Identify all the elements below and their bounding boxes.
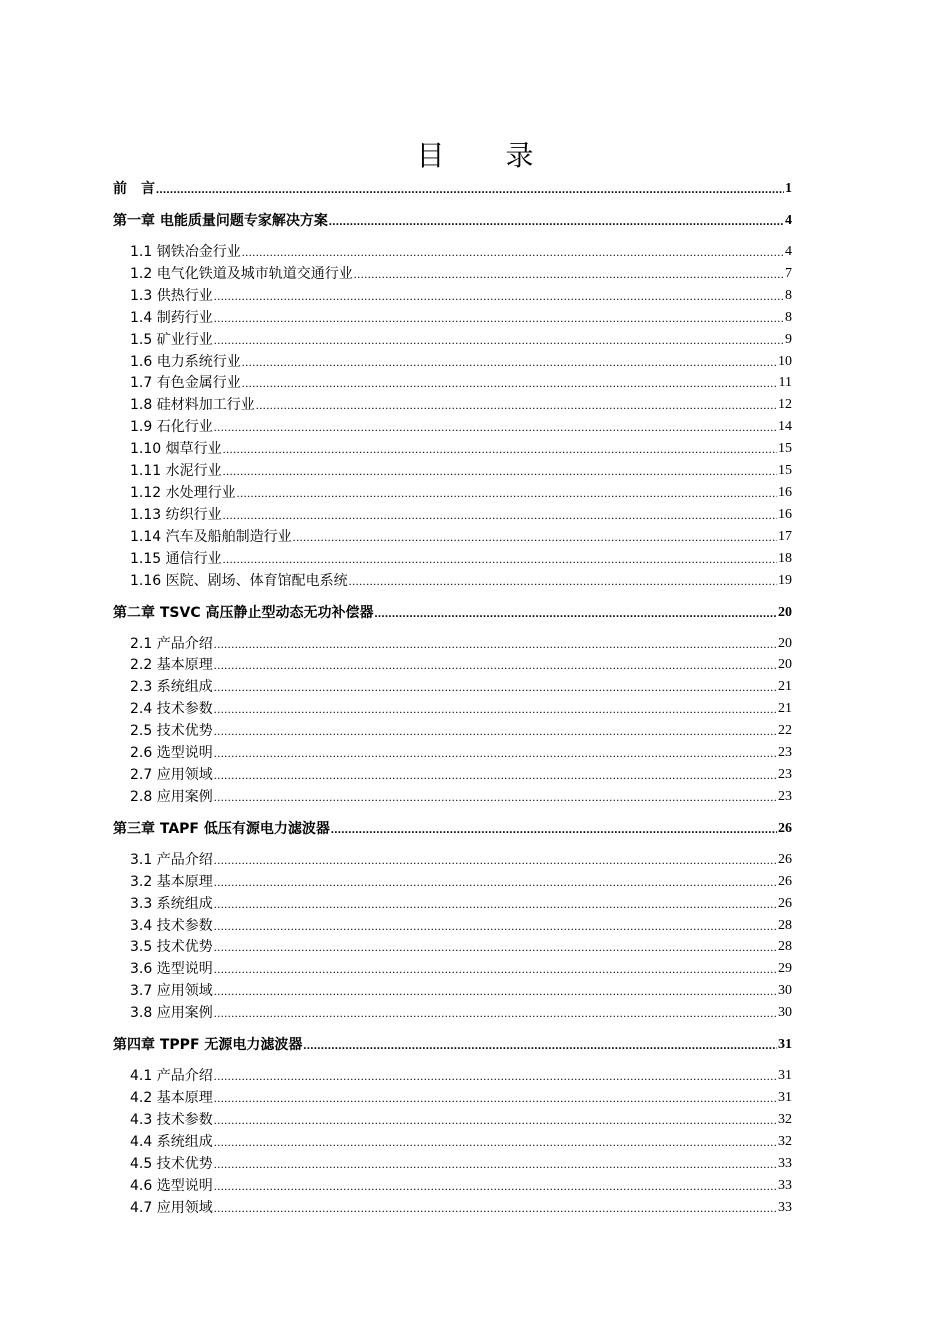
toc-entry-label: 1.1 钢铁冶金行业: [130, 244, 241, 260]
toc-leader-dots: [214, 307, 784, 329]
toc-page-number: 26: [778, 895, 792, 911]
toc-page-number: 9: [785, 331, 792, 347]
toc-entry-label: 3.7 应用领域: [130, 983, 213, 1000]
toc-page-number: 1: [785, 181, 792, 196]
toc-page-number: 22: [778, 723, 792, 739]
toc-section-entry[interactable]: [130, 1109, 792, 1131]
toc-page-number: 20: [778, 657, 792, 673]
toc-entry-label: 4.4 系统组成: [130, 1133, 213, 1150]
toc-leader-dots: [242, 372, 778, 394]
toc-section-entry[interactable]: [130, 893, 792, 915]
toc-entry-label: 1.7 有色金属行业: [130, 375, 241, 392]
toc-entry-label: 2.3 系统组成: [130, 679, 213, 696]
toc-section-entry[interactable]: [130, 720, 792, 742]
toc-section-entry[interactable]: [130, 1197, 792, 1219]
toc-section-entry[interactable]: [130, 526, 792, 548]
toc-entry-label: 4.2 基本原理: [130, 1090, 213, 1106]
toc-entry-label: 3.8 应用案例: [130, 1005, 213, 1022]
toc-chapter-entry[interactable]: [113, 602, 792, 624]
toc-entry-label: 1.11 水泥行业: [130, 463, 222, 479]
toc-leader-dots: [214, 1153, 777, 1175]
toc-section-entry[interactable]: [130, 936, 792, 958]
toc-leader-dots: [214, 329, 784, 351]
toc-section-entry[interactable]: [130, 307, 792, 329]
toc-entry-label: 3.4 技术参数: [130, 917, 213, 934]
toc-leader-dots: [214, 1065, 777, 1087]
toc-entry-label: 2.6 选型说明: [130, 745, 213, 761]
toc-leader-dots: [214, 786, 777, 808]
toc-chapter-entry[interactable]: [113, 1034, 792, 1056]
toc-leader-dots: [214, 915, 777, 937]
toc-section-entry[interactable]: [130, 241, 792, 263]
toc-entry-label: 2.4 技术参数: [130, 701, 213, 718]
toc-leader-dots: [214, 1131, 777, 1153]
toc-section-entry[interactable]: [130, 438, 792, 460]
toc-leader-dots: [214, 764, 777, 786]
toc-section-entry[interactable]: [130, 633, 792, 655]
toc-page-number: 8: [785, 309, 792, 325]
toc-leader-dots: [214, 285, 784, 307]
toc-leader-dots: [214, 893, 777, 915]
toc-page-number: 31: [778, 1037, 792, 1053]
toc-section-entry[interactable]: [130, 460, 792, 482]
toc-leader-dots: [256, 394, 777, 416]
toc-entry-label: 2.8 应用案例: [130, 788, 213, 805]
toc-leader-dots: [331, 818, 777, 840]
toc-leader-dots: [214, 742, 777, 764]
toc-page-number: 20: [778, 604, 792, 620]
toc-entry-label: 3.5 技术优势: [130, 939, 213, 956]
toc-leader-dots: [223, 438, 777, 460]
toc-page-number: 16: [778, 506, 792, 522]
toc-leader-dots: [223, 504, 777, 526]
toc-section-entry[interactable]: [130, 504, 792, 526]
toc-leader-dots: [214, 416, 777, 438]
toc-entry-label: 2.2 基本原理: [130, 657, 213, 674]
toc-section-entry[interactable]: [130, 1087, 792, 1109]
toc-entry-label: 4.1 产品介绍: [130, 1068, 213, 1085]
toc-entry-label: 1.12 水处理行业: [130, 484, 236, 501]
toc-page-number: 33: [778, 1155, 792, 1171]
toc-page-number: 12: [778, 397, 792, 413]
toc-section-entry[interactable]: [130, 786, 792, 808]
toc-entry-label: 1.13 纺织行业: [130, 506, 222, 523]
toc-section-entry[interactable]: [130, 570, 792, 592]
toc-page-number: 31: [778, 1090, 792, 1105]
toc-chapter-entry[interactable]: [113, 178, 792, 200]
toc-page-number: 23: [778, 766, 792, 782]
toc-leader-dots: [214, 633, 777, 655]
toc-page-number: 30: [778, 983, 792, 999]
toc-entry-label: 第一章 电能质量问题专家解决方案: [113, 213, 328, 229]
toc-entry-label: 3.2 基本原理: [130, 873, 213, 890]
toc-section-entry[interactable]: [130, 871, 792, 893]
toc-entry-label: 4.7 应用领域: [130, 1199, 213, 1216]
toc-entry-label: 2.1 产品介绍: [130, 635, 213, 652]
toc-leader-dots: [214, 720, 777, 742]
toc-leader-dots: [214, 871, 777, 893]
toc-page-number: 33: [778, 1177, 792, 1193]
toc-section-entry[interactable]: [130, 372, 792, 394]
toc-page-number: 21: [778, 701, 792, 717]
toc-chapter-entry[interactable]: [113, 818, 792, 840]
toc-entry-label: 1.5 矿业行业: [130, 331, 213, 348]
toc-section-entry[interactable]: [130, 482, 792, 504]
toc-page-number: 33: [778, 1199, 792, 1215]
toc-entry-label: 1.15 通信行业: [130, 550, 222, 567]
toc-entry-label: 1.10 烟草行业: [130, 441, 222, 458]
toc-page-number: 26: [778, 851, 792, 867]
toc-entry-label: 1.4 制药行业: [130, 309, 213, 326]
toc-page-number: 17: [778, 528, 792, 544]
toc-leader-dots: [237, 482, 777, 504]
toc-section-entry[interactable]: [130, 764, 792, 786]
toc-entry-label: 3.6 选型说明: [130, 961, 213, 978]
toc-entry-label: 1.14 汽车及船舶制造行业: [130, 528, 292, 545]
toc-page-number: 21: [778, 679, 792, 695]
toc-page-number: 19: [778, 572, 792, 588]
toc-leader-dots: [375, 602, 778, 624]
toc-page-number: 28: [778, 917, 792, 933]
toc-section-entry[interactable]: [130, 548, 792, 570]
toc-page-number: 16: [778, 484, 792, 500]
toc-section-entry[interactable]: [130, 915, 792, 937]
toc-page-number: 10: [778, 353, 792, 369]
toc-entry-label: 4.6 选型说明: [130, 1177, 213, 1194]
toc-page-number: 15: [778, 441, 792, 457]
toc-page-number: 20: [778, 635, 792, 651]
toc-title: 目 录: [416, 139, 560, 172]
toc-leader-dots: [214, 654, 777, 676]
toc-section-entry[interactable]: [130, 1175, 792, 1197]
toc-entry-label: 4.5 技术优势: [130, 1155, 213, 1172]
toc-leader-dots: [303, 1034, 777, 1056]
toc-page-number: 28: [778, 939, 792, 955]
toc-section-entry[interactable]: [130, 654, 792, 676]
toc-leader-dots: [156, 178, 784, 200]
toc-page-number: 32: [778, 1133, 792, 1149]
toc-leader-dots: [223, 548, 777, 570]
toc-section-entry[interactable]: [130, 980, 792, 1002]
toc-section-entry[interactable]: [130, 742, 792, 764]
toc-section-entry[interactable]: [130, 351, 792, 373]
toc-section-entry[interactable]: [130, 958, 792, 980]
toc-section-entry[interactable]: [130, 849, 792, 871]
toc-entry-label: 2.7 应用领域: [130, 766, 213, 783]
toc-leader-dots: [242, 241, 784, 263]
toc-leader-dots: [354, 263, 784, 285]
toc-page-number: 29: [778, 961, 792, 977]
toc-entry-label: 1.6 电力系统行业: [130, 353, 241, 370]
toc-entry-label: 2.5 技术优势: [130, 723, 213, 740]
toc-section-entry[interactable]: [130, 394, 792, 416]
toc-page-number: 18: [778, 550, 792, 566]
toc-entry-label: 3.1 产品介绍: [130, 851, 213, 868]
toc-leader-dots: [214, 980, 777, 1002]
toc-page-number: 26: [778, 873, 792, 889]
toc-leader-dots: [214, 698, 777, 720]
toc-section-entry[interactable]: [130, 698, 792, 720]
toc-leader-dots: [293, 526, 777, 548]
toc-leader-dots: [329, 210, 784, 232]
toc-leader-dots: [223, 460, 777, 482]
toc-entry-label: 第二章 TSVC 高压静止型动态无功补偿器: [113, 604, 374, 621]
toc-section-entry[interactable]: [130, 1002, 792, 1024]
toc-page-number: 4: [785, 213, 792, 228]
toc-leader-dots: [214, 958, 777, 980]
toc-entry-label: 1.3 供热行业: [130, 287, 213, 304]
toc-leader-dots: [214, 1175, 777, 1197]
toc-page-number: 11: [778, 375, 792, 391]
toc-section-entry[interactable]: [130, 676, 792, 698]
toc-entry-label: 前 言: [113, 181, 155, 197]
toc-page-number: 7: [785, 265, 792, 281]
toc-entry-label: 1.9 石化行业: [130, 419, 213, 436]
toc-entry-label: 3.3 系统组成: [130, 895, 213, 912]
toc-section-entry[interactable]: [130, 329, 792, 351]
toc-section-entry[interactable]: [130, 285, 792, 307]
toc-section-entry[interactable]: [130, 416, 792, 438]
toc-leader-dots: [214, 936, 777, 958]
toc-leader-dots: [214, 676, 777, 698]
toc-section-entry[interactable]: [130, 1065, 792, 1087]
toc-page-number: 23: [778, 788, 792, 804]
toc-entry-label: 1.16 医院、剧场、体育馆配电系统: [130, 572, 348, 589]
toc-entry-label: 1.8 硅材料加工行业: [130, 397, 255, 414]
toc-leader-dots: [214, 1002, 777, 1024]
toc-leader-dots: [349, 570, 777, 592]
toc-leader-dots: [214, 1109, 777, 1131]
toc-leader-dots: [214, 1087, 777, 1109]
toc-page-number: 32: [778, 1111, 792, 1127]
toc-leader-dots: [242, 351, 777, 373]
toc-page-number: 30: [778, 1005, 792, 1021]
toc-entry-label: 第四章 TPPF 无源电力滤波器: [113, 1037, 303, 1054]
toc-leader-dots: [214, 849, 777, 871]
toc-section-entry[interactable]: [130, 1153, 792, 1175]
toc-section-entry[interactable]: [130, 1131, 792, 1153]
toc-leader-dots: [214, 1197, 777, 1219]
toc-page-number: 26: [778, 820, 792, 836]
toc-page-number: 4: [785, 244, 792, 259]
toc-section-entry[interactable]: [130, 263, 792, 285]
toc-page-number: 14: [778, 419, 792, 435]
toc-page-number: 15: [778, 463, 792, 478]
toc-page-number: 23: [778, 745, 792, 760]
toc-entry-label: 第三章 TAPF 低压有源电力滤波器: [113, 820, 330, 837]
toc-entry-label: 1.2 电气化铁道及城市轨道交通行业: [130, 265, 353, 282]
toc-page-number: 31: [778, 1068, 792, 1084]
toc-chapter-entry[interactable]: [113, 210, 792, 232]
toc-page-number: 8: [785, 287, 792, 303]
toc-entry-label: 4.3 技术参数: [130, 1111, 213, 1128]
